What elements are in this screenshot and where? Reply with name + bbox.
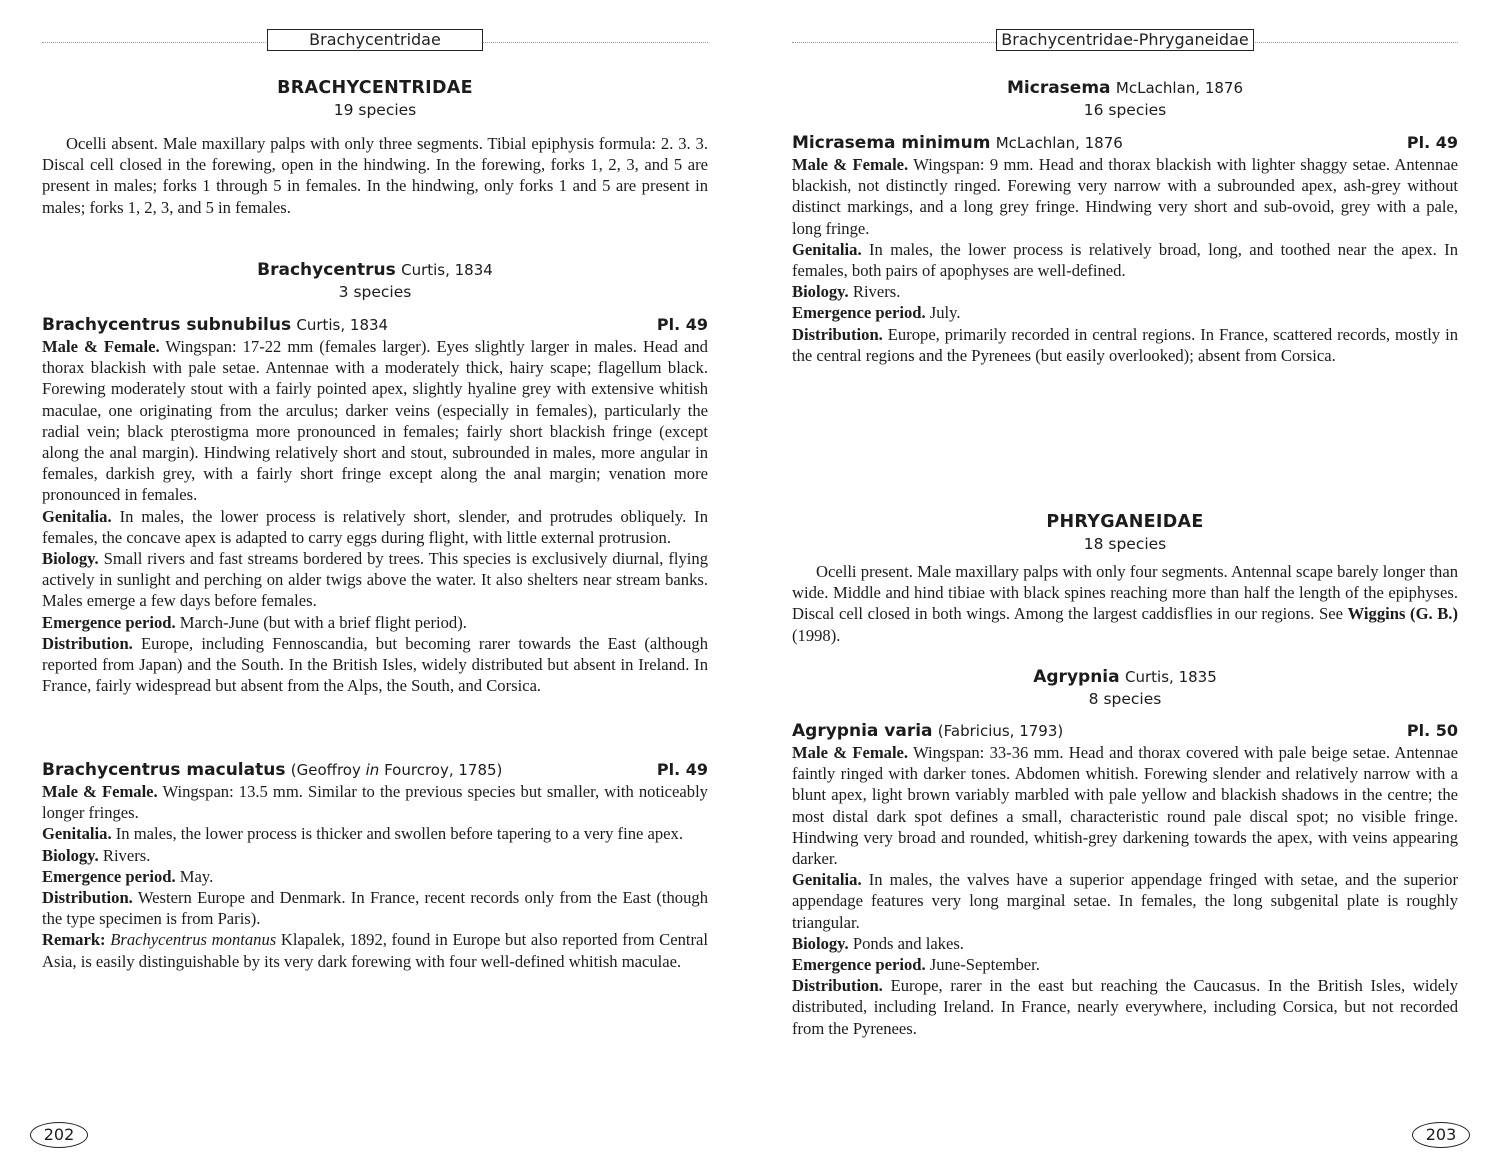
family-heading-phryganeidae bbox=[792, 511, 1458, 555]
family-title: PHRYGANEIDAE bbox=[1046, 512, 1204, 532]
family-heading-brachycentridae bbox=[42, 77, 708, 121]
species-author: (Geoffroy in Fourcroy, 1785) bbox=[290, 761, 503, 779]
genitalia-description: Genitalia. In males, the lower process is relatively short, slender, and protrudes obliquely. In females, the concave apex is adapted to carry eggs during flight, with little external protrusion. bbox=[42, 506, 708, 547]
species-heading bbox=[792, 132, 1458, 154]
genus-species-count: 8 species bbox=[1088, 690, 1162, 708]
genitalia-description: Genitalia. In males, the lower process is thicker and swollen before tapering to a very fine apex. bbox=[42, 824, 683, 844]
family-species-count: 18 species bbox=[1083, 535, 1167, 553]
species-entry-brachycentrus-maculatus bbox=[42, 759, 708, 972]
genus-name: Agrypnia bbox=[1033, 667, 1120, 687]
genus-author: McLachlan, 1876 bbox=[1115, 79, 1243, 97]
species-entry-agrypnia-varia bbox=[792, 720, 1458, 1039]
species-heading bbox=[792, 720, 1458, 742]
species-name: Brachycentrus subnubilus bbox=[42, 315, 292, 335]
genus-heading-brachycentrus bbox=[42, 259, 708, 303]
species-name: Agrypnia varia bbox=[792, 721, 933, 741]
plate-reference: Pl. 49 bbox=[1406, 133, 1458, 152]
biology-description: Biology. Ponds and lakes. bbox=[792, 933, 964, 953]
genus-species-count: 3 species bbox=[338, 283, 412, 301]
genitalia-description: Genitalia. In males, the valves have a superior appendage fringed with setae, and the superior appendage features very long marginal setae. In females, the long subgenital plate is roughly triangular. bbox=[792, 870, 1458, 932]
genus-name: Brachycentrus bbox=[257, 260, 396, 280]
reference-author: Wiggins (G. B.) bbox=[1347, 604, 1458, 624]
page-number: 202 bbox=[30, 1122, 88, 1148]
species-name: Micrasema minimum bbox=[792, 133, 991, 153]
species-heading bbox=[42, 759, 708, 781]
male-female-description: Male & Female. Wingspan: 33-36 mm. Head and thorax covered with pale beige setae. Antennae faintly ringed with darker tones. Abdomen whitish. Forewing slender and relatively narrow with a blunt apex, light brown variably marbled with pale yellow and blackish shadows in the centre; the most distal dark spot defines a small, characteristic round pale discal spot; no visible fringe. Hindwing very broad and rounded, whitish-grey darkening towards the apex, with veins appearing darker. bbox=[792, 743, 1458, 869]
distribution-description: Distribution. Western Europe and Denmark. In France, recent records only from the East (though the type specimen is from Paris). bbox=[42, 888, 708, 929]
emergence-period: Emergence period. May. bbox=[42, 866, 214, 886]
running-head: Brachycentridae-Phryganeidae bbox=[996, 29, 1254, 51]
species-author: McLachlan, 1876 bbox=[995, 134, 1123, 152]
species-name: Brachycentrus maculatus bbox=[42, 760, 286, 780]
biology-description: Biology. Rivers. bbox=[42, 845, 151, 865]
species-entry-micrasema-minimum bbox=[792, 132, 1458, 366]
biology-description: Biology. Small rivers and fast streams bordered by trees. This species is exclusively diurnal, flying actively in sunlight and perching on alder twigs above the water. It also shelters near stream banks. Males emerge a few days before females. bbox=[42, 549, 708, 611]
plate-reference: Pl. 49 bbox=[656, 315, 708, 334]
family-intro: Ocelli present. Male maxillary palps with only four segments. Antennal scape barely longer than wide. Middle and hind tibiae with black spines reaching more than half the length of the epiphyses. Discal cell closed in both wings. Among the largest caddisflies in our regions. See Wiggins (G. B.) (1998). bbox=[792, 562, 1458, 645]
plate-reference: Pl. 50 bbox=[1406, 721, 1458, 740]
distribution-description: Distribution. Europe, rarer in the east but reaching the Caucasus. In the British Isles, widely distributed, including Ireland. In France, nearly everywhere, including Corsica, but not recorded from the Pyrenees. bbox=[792, 976, 1458, 1038]
emergence-period: Emergence period. June-September. bbox=[792, 955, 1040, 975]
genus-author: Curtis, 1835 bbox=[1125, 668, 1217, 686]
distribution-description: Distribution. Europe, primarily recorded in central regions. In France, scattered records, mostly in the central regions and the Pyrenees (but easily overlooked); absent from Corsica. bbox=[792, 324, 1458, 365]
male-female-description: Male & Female. Wingspan: 13.5 mm. Similar to the previous species but smaller, with noticeably longer fringes. bbox=[42, 782, 708, 823]
left-page bbox=[42, 0, 708, 1176]
running-head: Brachycentridae bbox=[267, 29, 483, 51]
emergence-period: Emergence period. July. bbox=[792, 303, 961, 323]
genus-heading-micrasema bbox=[792, 77, 1458, 121]
right-page bbox=[792, 0, 1458, 1176]
species-heading bbox=[42, 314, 708, 336]
family-title: BRACHYCENTRIDAE bbox=[277, 78, 473, 98]
genus-name: Micrasema bbox=[1007, 78, 1111, 98]
male-female-description: Male & Female. Wingspan: 9 mm. Head and thorax blackish with lighter shaggy setae. Antennae blackish, not distinctly ringed. Forewing very narrow with a subrounded apex, ash-grey without distinct markings, and a long grey fringe. Hindwing very short and sub-ovoid, grey with a pale, long fringe. bbox=[792, 155, 1458, 238]
male-female-description: Male & Female. Wingspan: 17-22 mm (females larger). Eyes slightly larger in males. Head and thorax blackish with pale setae. Antennae with a moderately thick, hairy scape; flagellum black. Forewing moderately stout with a fairly pointed apex, slightly hyaline grey with extensive whitish maculae, one originating from the arculus; darker veins (especially in females), particularly the radial vein; black pterostigma more pronounced in females; fairly short blackish fringe (except along the anal margin). Hindwing relatively short and stout, subrounded in males, more angular in females, darkish grey, with a fairly short fringe except along the anal margin; venation more pronounced in females. bbox=[42, 337, 708, 505]
genus-species-count: 16 species bbox=[1083, 101, 1167, 119]
family-intro: Ocelli absent. Male maxillary palps with only three segments. Tibial epiphysis formula: 2. 3. 3. Discal cell closed in the forewing, open in the hindwing. In the forewing, forks 1, 2, 3, and 5 are present in males; forks 1 through 5 in females. In the hindwing, only forks 1 and 5 are present in males; forks 1, 2, 3, and 5 in females. bbox=[42, 134, 708, 217]
species-entry-brachycentrus-subnubilus bbox=[42, 314, 708, 696]
species-author: (Fabricius, 1793) bbox=[937, 722, 1064, 740]
species-author: Curtis, 1834 bbox=[296, 316, 389, 334]
distribution-description: Distribution. Europe, including Fennoscandia, but becoming rarer towards the East (although reported from Japan) and the South. In the British Isles, widely distributed but absent in Ireland. In France, fairly widespread but absent from the Alps, the South, and Corsica. bbox=[42, 633, 708, 696]
page-number: 203 bbox=[1412, 1122, 1470, 1148]
genus-author: Curtis, 1834 bbox=[401, 261, 493, 279]
remark: Remark: Brachycentrus montanus Klapalek, 1892, found in Europe but also reported from Central Asia, is easily distinguishable by its very dark forewing with four well-defined whitish maculae. bbox=[42, 930, 708, 971]
family-species-count: 19 species bbox=[333, 101, 417, 119]
biology-description: Biology. Rivers. bbox=[792, 282, 901, 302]
plate-reference: Pl. 49 bbox=[656, 760, 708, 779]
emergence-period: Emergence period. March-June (but with a brief flight period). bbox=[42, 612, 467, 632]
genus-heading-agrypnia bbox=[792, 666, 1458, 710]
genitalia-description: Genitalia. In males, the lower process is relatively broad, long, and toothed near the apex. In females, both pairs of apophyses are well-defined. bbox=[792, 239, 1458, 281]
